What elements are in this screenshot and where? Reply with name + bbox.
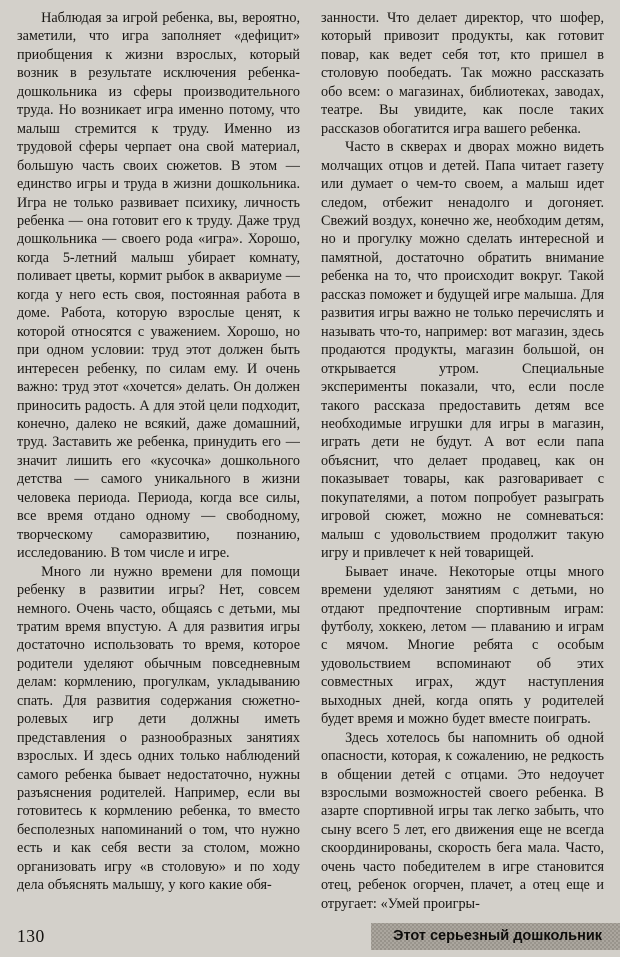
paragraph: Бывает иначе. Некоторые отцы много времени уделяют занятиям с детьми, но отдают предпочтение спортивным играм: футболу, хоккею, летом — плаванию и играм с мячом. Многие ребята с особым удовольствием вспоминают об этих совместных играх, ждут наступления выходных дней, когда опять у родителей будет время и можно будет вместе поиграть.: [321, 563, 604, 728]
text-columns: [17, 9, 604, 915]
page-number: 130: [17, 926, 45, 947]
page-footer: [17, 923, 620, 950]
paragraph: Часто в скверах и дворах можно видеть молчащих отцов и детей. Папа читает газету или думает о чем-то своем, а малыш идет следом, отбежит ненадолго и догоняет. Свежий воздух, конечно же, необходим детям, но и прогулку можно сделать интересной и памятной, достаточно обратить внимание ребенка на то, что происходит вокруг. Такой рассказ поможет и будущей игре малыша. Для развития игры важно не только перечислять и называть что-то, например: вот магазин, здесь продаются продукты, магазин большой, он открывается утром. Специальные эксперименты показали, что, если после такого рассказа предоставить детям все необходимые игрушки для игры в магазин, играть дети не будут. А вот если папа объяснит, что делает продавец, как он показывает товары, как разговаривает с покупателями, а потом попробует разыграть игровой сюжет, можно не сомневаться: малыш с удовольствием продолжит такую игру и привлечет к ней товарищей.: [321, 139, 604, 562]
paragraph: занности. Что делает директор, что шофер, который привозит продукты, как готовит повар, как ведет себя тот, кто пришел в столовую пообедать. Так можно рассказать обо всем: о магазинах, библиотеках, заводах, театре. Вы увидите, как после таких рассказов обогатится игра вашего ребенка.: [321, 10, 604, 137]
footer-title: Этот серьезный дошкольник: [371, 923, 620, 950]
paragraph: Здесь хотелось бы напомнить об одной опасности, которая, к сожалению, не редкость в общении детей с отцами. Это недоучет взрослыми возможностей своего ребенка. В азарте спортивной игры так легко забыть, что сыну всего 5 лет, его движения еще не всегда скоординированы, скорость бега мала. Часто, очень часто победителем в игре становится отец, ребенок огорчен, плачет, а отец еще и отругает: «Умей проигры-: [321, 729, 604, 912]
left-column: [17, 9, 300, 915]
paragraph: Наблюдая за игрой ребенка, вы, вероятно, заметили, что игра заполняет «дефицит» приобщения к жизни взрослых, который возник в результате исключения ребенка-дошкольника из сферы производительного труда. Но возникает игра именно потому, что малыш стремится к труду. Именно из трудовой сферы черпает она свой материал, большую часть своих сюжетов. В этом — единство игры и труда в жизни дошкольника. Игра не только развивает психику, личность ребенка — она готовит его к труду. Даже труд дошкольника — своего рода «игра». Хорошо, когда 5-летний малыш убирает комнату, поливает цветы, кормит рыбок в аквариуме — когда у него есть своя, постоянная работа в доме. Работа, которую взрослые ценят, к которой относятся с уважением. Хорошо, но при одном условии: труд этот должен быть интересен ребенку, по силам ему. И очень важно: труд этот «хочется» делать. Он должен приносить радость. А для этой цели подходит, конечно, далеко не всякий, даже домашний, труд. Заставить же ребенка, принудить его — значит лишить его «кусочка» дошкольного детства — самого уникального в жизни человека периода. Периода, когда все силы, все время отдано одному — свободному, творческому саморазвитию, познанию, исследованию. В том числе и игре.: [17, 10, 300, 562]
paragraph: Много ли нужно времени для помощи ребенку в развитии игры? Нет, совсем немного. Очень часто, общаясь с детьми, мы тратим время впустую. А для развития игры достаточно использовать то время, которое родители уделяют обычным повседневным делам: кормлению, прогулкам, укладыванию спать. Для развития содержания сюжетно-ролевых игр дети должны иметь представления о разнообразных занятиях взрослых. И здесь одних только наблюдений самого ребенка бывает недостаточно, нужны разъяснения родителей. Например, если вы готовитесь к кормлению ребенка, то вместо бесполезных напоминаний о том, что нужно есть и как себя вести за столом, можно организовать игру «в столовую» и по ходу дела объяснять малышу, у кого какие обя-: [17, 563, 300, 894]
right-column: [321, 9, 604, 915]
